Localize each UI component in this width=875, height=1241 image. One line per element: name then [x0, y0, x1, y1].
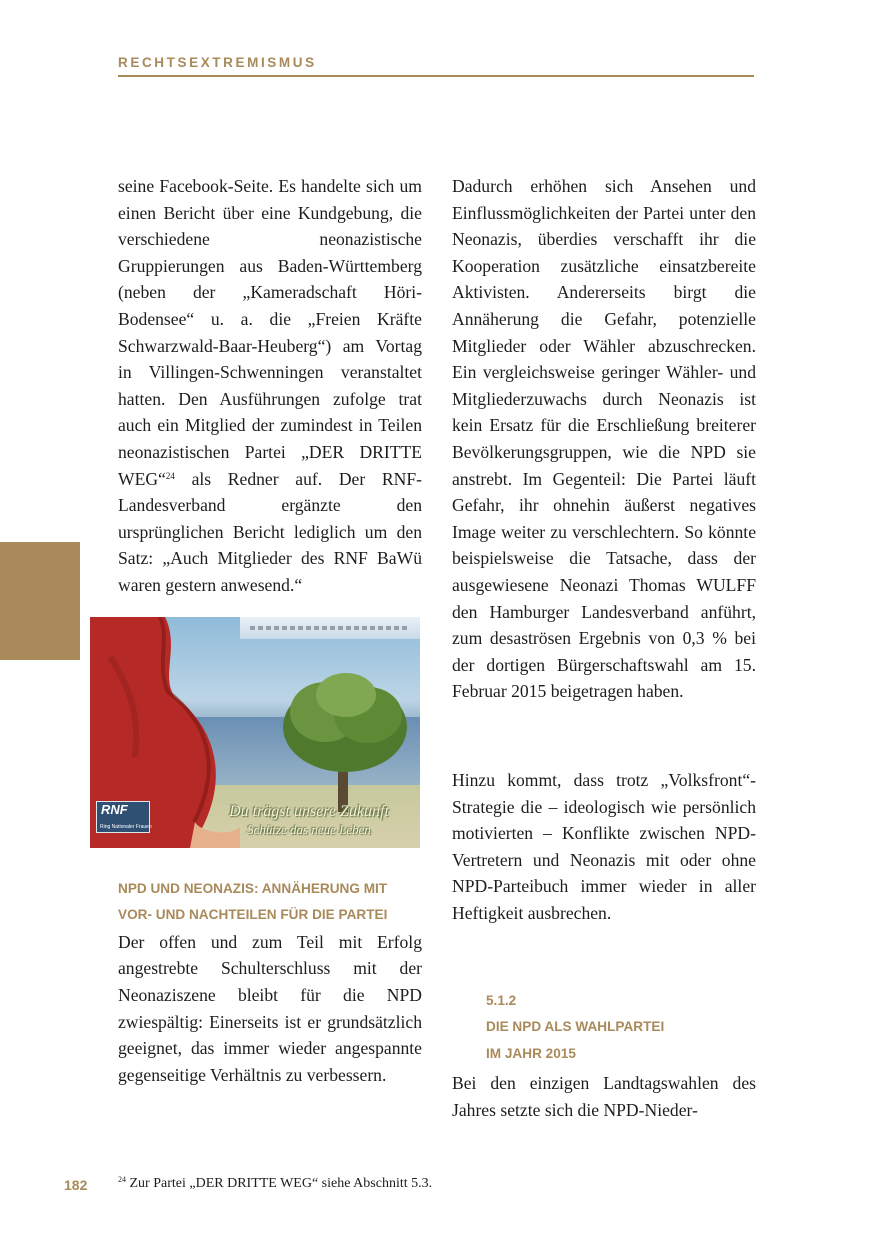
- poster-caption-line-1: Du trägst unsere Zukunft: [229, 803, 389, 820]
- section-number: 5.1.2: [486, 993, 517, 1008]
- left-column-top: [118, 173, 422, 599]
- right-column: [452, 173, 756, 705]
- footnote: [118, 1176, 432, 1192]
- footnote-text: Zur Partei „DER DRITTE WEG“ siehe Abschnitt 5.3.: [126, 1176, 433, 1191]
- header-rule: [118, 75, 754, 77]
- left-paragraph-1-text: seine Facebook-Seite. Es handelte sich um einen Bericht über eine Kundgebung, die verschiedene neonazistische Gruppierungen aus Baden-Württemberg (neben der „Kameradschaft Höri-Bodensee“ u. a. die „Freien Kräfte Schwarzwald-Baar-Heuberg“) am Vortag in Villingen-Schwenningen veranstaltet hatten. Den Ausführungen zufolge trat auch ein Mitglied der zumindest in Teilen neonazistischen Partei „DER DRITTE WEG“: [118, 176, 422, 489]
- section-title-line-2: IM JAHR 2015: [486, 1045, 576, 1061]
- poster-caption: [200, 803, 418, 839]
- rnf-poster-image: [90, 617, 420, 848]
- left-paragraph-1-text-cont: als Redner auf. Der RNF-Landesverband ergänzte den ursprünglichen Bericht lediglich um den Satz: „Auch Mitglieder des RNF BaWü waren gestern anwesend.“: [118, 468, 422, 595]
- page-number: 182: [64, 1177, 88, 1193]
- section-heading-block: [486, 988, 756, 1067]
- running-header: RECHTSEXTREMISMUS: [118, 55, 317, 70]
- section-title-line-1: DIE NPD ALS WAHLPARTEI: [486, 1019, 665, 1035]
- right-paragraph-2: Hinzu kommt, dass trotz „Volksfront“-Strategie die – ideologisch wie persönlich motivierten – Konflikte zwischen NPD-Vertretern und Neonazis mit oder ohne NPD-Parteibuch immer wieder in aller Heftigkeit ausbrechen.: [452, 770, 756, 923]
- left-paragraph-2: Der offen und zum Teil mit Erfolg angestrebte Schulterschluss mit der Neonaziszene bleibt für die NPD zwiespältig: Einerseits ist er grundsätzlich geeignet, das immer wieder angespannte gegenseitige Verhältnis zu verbessern.: [118, 931, 422, 1085]
- poster-caption-line-2: Schütze das neue Leben: [247, 822, 371, 837]
- footnote-reference[interactable]: 24: [165, 470, 175, 481]
- section-heading-npd-neonazis: NPD UND NEONAZIS: ANNÄHERUNG MIT VOR- UND NACHTEILEN FÜR DIE PARTEI: [118, 881, 388, 923]
- right-paragraph-1: Dadurch erhöhen sich Ansehen und Einflussmöglichkeiten der Partei unter den Neonazis, überdies verschafft ihr die Kooperation zusätzliche einsatzbereite Aktivisten. Andererseits birgt die Annäherung die Gefahr, potenzielle Mitglieder oder Wähler abzuschrecken. Ein vergleichsweise geringer Wähler- und Mitgliederzuwachs durch Neonazis ist kein Ersatz für die Erschließung breiterer Bevölkerungsgruppen, wie die NPD sie anstrebt. Im Gegenteil: Die Partei läuft Gefahr, ihr ohnehin äußerst negatives Image weiter zu verschlechtern. So könnte beispielsweise die Tatsache, dass der ausgewiesene Neonazi Thomas WULFF den Hamburger Landesverband anführt, zum desaströsen Ergebnis von 0,3 % bei der dortigen Bürgerschaftswahl am 15. Februar 2015 beigetragen haben.: [452, 176, 756, 702]
- footnote-number: 24: [118, 1175, 126, 1184]
- right-column-bottom: [452, 1070, 756, 1123]
- rnf-logo-subtext: Ring Nationaler Frauen: [100, 824, 152, 830]
- right-paragraph-3: Bei den einzigen Landtagswahlen des Jahres setzte sich die NPD-Nieder-: [452, 1073, 756, 1120]
- rnf-logo: [96, 801, 150, 833]
- left-column-bottom: [118, 876, 422, 1088]
- left-paragraph-1: [118, 173, 422, 599]
- right-column-middle: [452, 767, 756, 927]
- rnf-logo-text: RNF: [101, 802, 128, 817]
- tree-illustration: [270, 657, 420, 817]
- chapter-side-tab: [0, 542, 80, 660]
- photo-banner-text-strip: [240, 617, 420, 639]
